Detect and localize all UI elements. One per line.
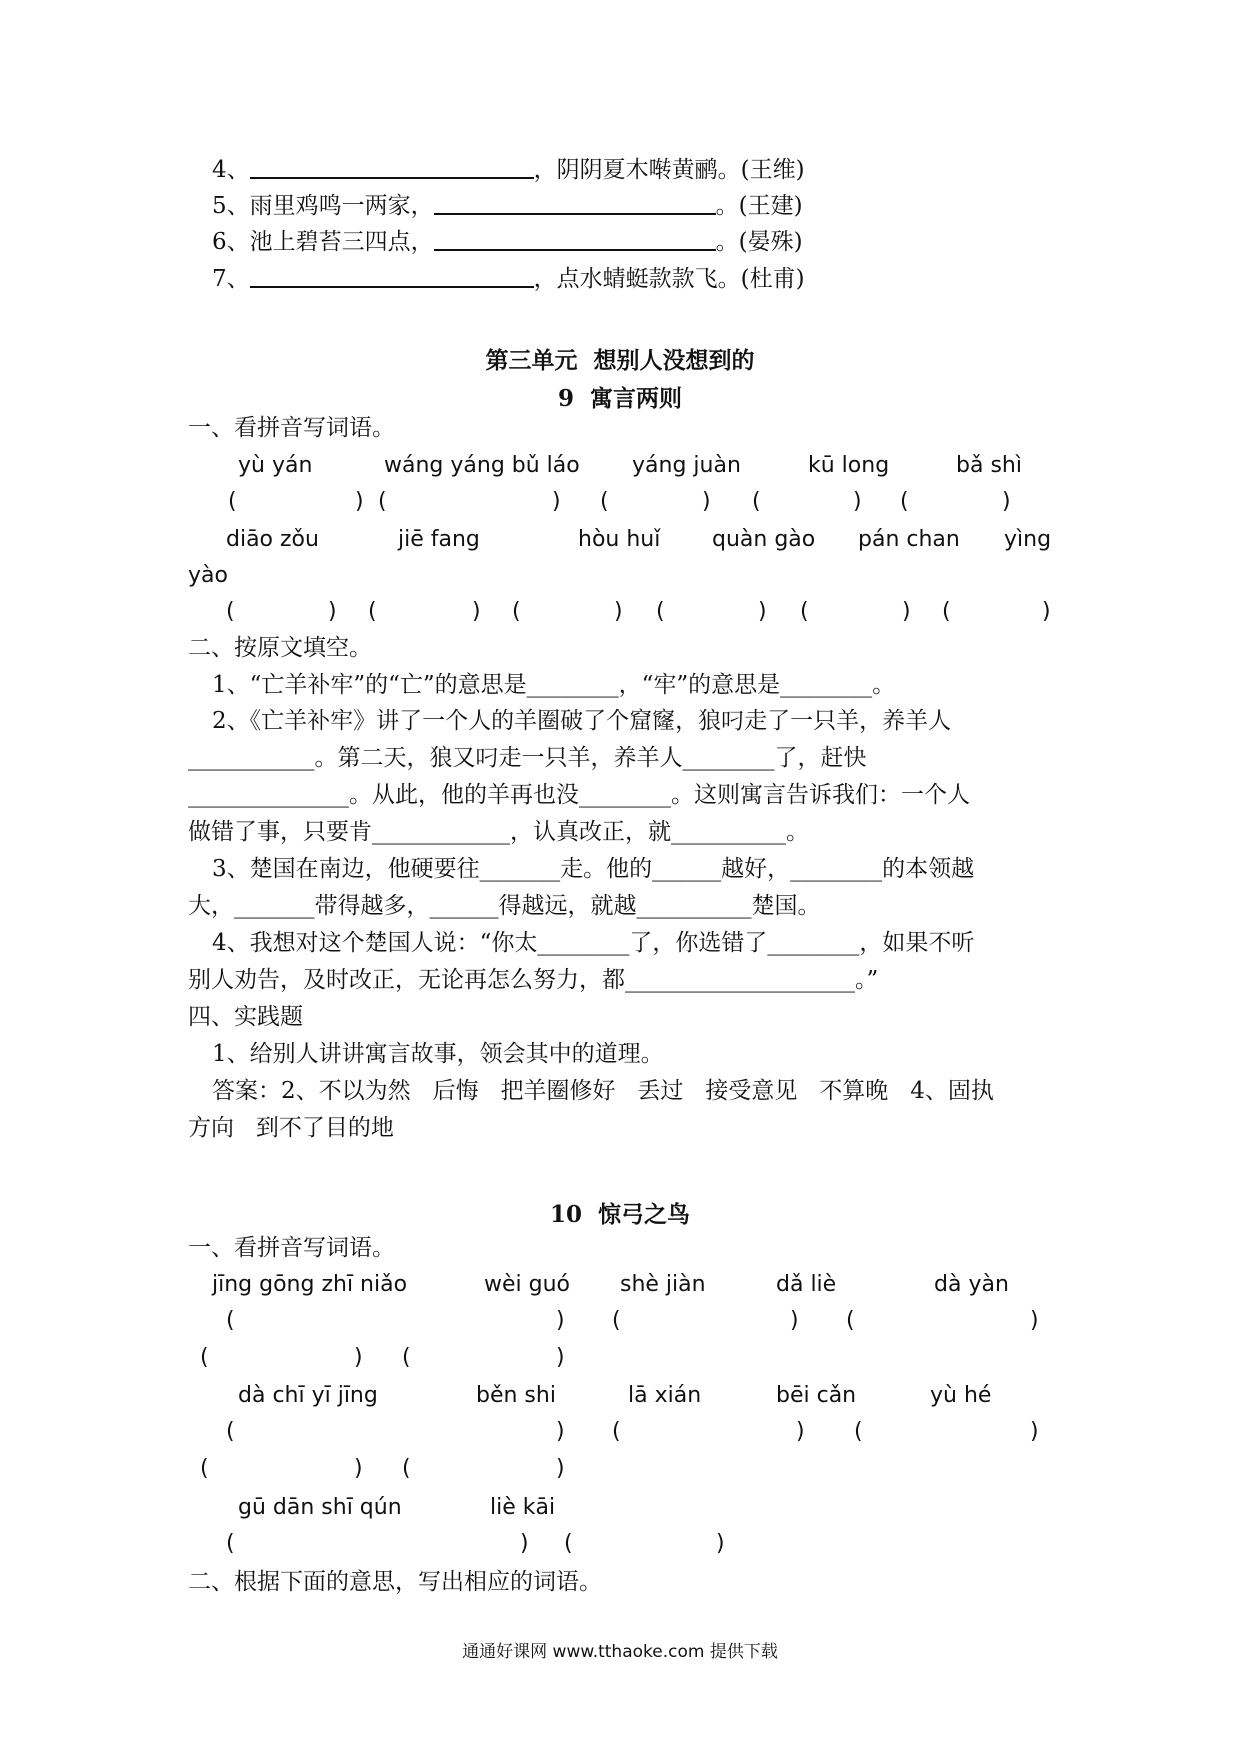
pinyin: hòu huǐ: [578, 527, 661, 552]
pinyin: shè jiàn: [620, 1272, 706, 1297]
paren-open: (: [228, 489, 237, 514]
l10-section-2: 二、根据下面的意思，写出相应的词语。: [188, 1569, 602, 1595]
blank-line: [434, 225, 716, 251]
paren-open: (: [612, 1419, 621, 1444]
pinyin: jīng gōng zhī niǎo: [212, 1272, 408, 1297]
pinyin: pán chan: [858, 527, 960, 552]
paren-close: ): [354, 1345, 363, 1370]
paren-close: ): [1030, 1419, 1039, 1444]
paren-open: (: [402, 1456, 411, 1481]
pinyin: bēi cǎn: [776, 1383, 857, 1408]
paren-close: ): [790, 1308, 799, 1333]
l10-pinyin-row-2: [0, 1378, 1240, 1414]
l10-pinyin-row-1: [0, 1267, 1240, 1303]
paren-close: ): [853, 489, 862, 514]
l9-pinyin-row-2-wrap: [0, 558, 1240, 594]
l9-section-2: 二、按原文填空。: [188, 635, 372, 661]
poem-number: 7、: [212, 266, 250, 292]
paren-open: (: [600, 489, 609, 514]
pinyin: jiē fang: [398, 527, 480, 552]
poem-number: 5、: [212, 193, 250, 219]
pinyin: yù hé: [930, 1383, 992, 1408]
paren-open: (: [564, 1531, 573, 1556]
paren-open: (: [612, 1308, 621, 1333]
pinyin: yìng: [1004, 527, 1052, 552]
l10-pinyin-row-3: [0, 1490, 1240, 1526]
l9-q4-line-2: 别人劝告，及时改正，无论再怎么努力，都____________________。”: [188, 967, 879, 993]
paren-close: ): [796, 1419, 805, 1444]
poem-number: 4、: [212, 157, 250, 183]
pinyin: lā xián: [628, 1383, 702, 1408]
paren-open: (: [378, 489, 387, 514]
l9-q2-line-3: ______________。从此，他的羊再也没________。这则寓言告诉我们：一个人: [188, 782, 970, 808]
l9-answer-row-1: [0, 484, 1240, 520]
pinyin: yáng juàn: [632, 453, 741, 478]
paren-close: ): [758, 599, 767, 624]
paren-open: (: [226, 1308, 235, 1333]
l10-answer-row-3: [0, 1526, 1240, 1562]
paren-open: (: [200, 1345, 209, 1370]
pinyin: yù yán: [238, 453, 313, 478]
l9-pinyin-row-1: [0, 448, 1240, 484]
paren-close: ): [328, 599, 337, 624]
l10-section-1: 一、看拼音写词语。: [188, 1235, 395, 1261]
unit-title: 第三单元 想别人没想到的: [485, 347, 755, 374]
poem-line-4: [212, 152, 805, 188]
pinyin: wèi guó: [484, 1272, 571, 1297]
pinyin: liè kāi: [490, 1495, 556, 1520]
l9-answers-line-1: 答案：2、不以为然 后悔 把羊圈修好 丢过 接受意见 不算晚 4、固执: [212, 1078, 994, 1104]
l9-section-1: 一、看拼音写词语。: [188, 415, 395, 441]
pinyin: dà chī yī jīng: [238, 1383, 378, 1408]
paren-close: ): [1030, 1308, 1039, 1333]
pinyin: yào: [188, 563, 228, 588]
pinyin: bǎ shì: [956, 453, 1022, 478]
paren-open: (: [752, 489, 761, 514]
paren-open: (: [226, 1531, 235, 1556]
lesson-10-title: 10 惊弓之鸟: [549, 1201, 691, 1228]
l9-section-4: 四、实践题: [188, 1004, 303, 1030]
paren-close: ): [614, 599, 623, 624]
poem-text: ，点水蜻蜓款款飞。(杜甫): [533, 266, 805, 292]
pinyin: diāo zǒu: [226, 527, 319, 552]
paren-close: ): [472, 599, 481, 624]
paren-close: ): [556, 1456, 565, 1481]
pinyin: běn shi: [476, 1383, 556, 1408]
paren-close: ): [716, 1531, 725, 1556]
l9-q2-line-1: 2、《亡羊补牢》讲了一个人的羊圈破了个窟窿，狼叼走了一只羊，养羊人: [212, 708, 952, 734]
blank-line: [250, 262, 534, 288]
lesson-9-title: 9 寓言两则: [557, 385, 683, 412]
poem-text: 。(王建): [715, 193, 803, 219]
l9-q3-line-2: 大，_______带得越多，______得越远，就越__________楚国。: [188, 893, 821, 919]
l10-answer-row-2b: [0, 1451, 1240, 1487]
blank-line: [250, 153, 534, 179]
l9-q1: 1、“亡羊补牢”的“亡”的意思是________，“牢”的意思是________。: [212, 672, 896, 698]
paren-close: ): [702, 489, 711, 514]
poem-text: ，阴阴夏木啭黄鹂。(王维): [533, 157, 805, 183]
poem-line-7: [212, 261, 805, 297]
l9-answer-row-2: [0, 594, 1240, 630]
pinyin: gū dān shī qún: [238, 1495, 402, 1520]
paren-open: (: [512, 599, 521, 624]
paren-close: ): [520, 1531, 529, 1556]
paren-open: (: [402, 1345, 411, 1370]
l10-answer-row-1a: [0, 1303, 1240, 1339]
paren-close: ): [556, 1308, 565, 1333]
paren-open: (: [846, 1308, 855, 1333]
paren-open: (: [226, 1419, 235, 1444]
pinyin: wáng yáng bǔ láo: [384, 453, 580, 478]
poem-line-5: [212, 188, 803, 224]
paren-close: ): [1042, 599, 1051, 624]
paren-close: ): [556, 1419, 565, 1444]
paren-close: ): [556, 1345, 565, 1370]
paren-open: (: [900, 489, 909, 514]
paren-close: ): [1002, 489, 1011, 514]
paren-open: (: [942, 599, 951, 624]
poem-number: 6、: [212, 229, 250, 255]
l10-answer-row-2a: [0, 1414, 1240, 1450]
l9-q2-line-2: ___________。第二天，狼又叼走一只羊，养羊人________了，赶快: [188, 745, 867, 771]
poem-text: 雨里鸡鸣一两家，: [249, 193, 434, 219]
pinyin: quàn gào: [712, 527, 816, 552]
paren-open: (: [854, 1419, 863, 1444]
paren-close: ): [552, 489, 561, 514]
pinyin: kū long: [808, 453, 890, 478]
pinyin: dà yàn: [934, 1272, 1009, 1297]
paren-close: ): [902, 599, 911, 624]
paren-open: (: [226, 599, 235, 624]
paren-open: (: [368, 599, 377, 624]
blank-line: [434, 189, 716, 215]
paren-open: (: [800, 599, 809, 624]
poem-line-6: [212, 224, 803, 260]
paren-open: (: [656, 599, 665, 624]
poem-text: 。(晏殊): [715, 229, 803, 255]
l9-q3-line-1: 3、楚国在南边，他硬要往_______走。他的______越好，________的本领越: [212, 856, 975, 882]
l10-answer-row-1b: [0, 1340, 1240, 1376]
paren-close: ): [354, 1456, 363, 1481]
l9-answers-line-2: 方向 到不了目的地: [188, 1115, 394, 1141]
l9-q2-line-4: 做错了事，只要肯____________，认真改正，就__________。: [188, 819, 809, 845]
poem-text: 池上碧苔三四点，: [249, 229, 434, 255]
paren-close: ): [355, 489, 364, 514]
paren-open: (: [200, 1456, 209, 1481]
l9-pinyin-row-2: [0, 522, 1240, 558]
pinyin: dǎ liè: [776, 1272, 837, 1297]
l9-q4-line-1: 4、我想对这个楚国人说：“你太________了，你选错了________，如果不听: [212, 930, 975, 956]
l9-practice-1: 1、给别人讲讲寓言故事，领会其中的道理。: [212, 1041, 664, 1067]
page-footer: 通通好课网 www.tthaoke.com 提供下载: [462, 1642, 778, 1662]
